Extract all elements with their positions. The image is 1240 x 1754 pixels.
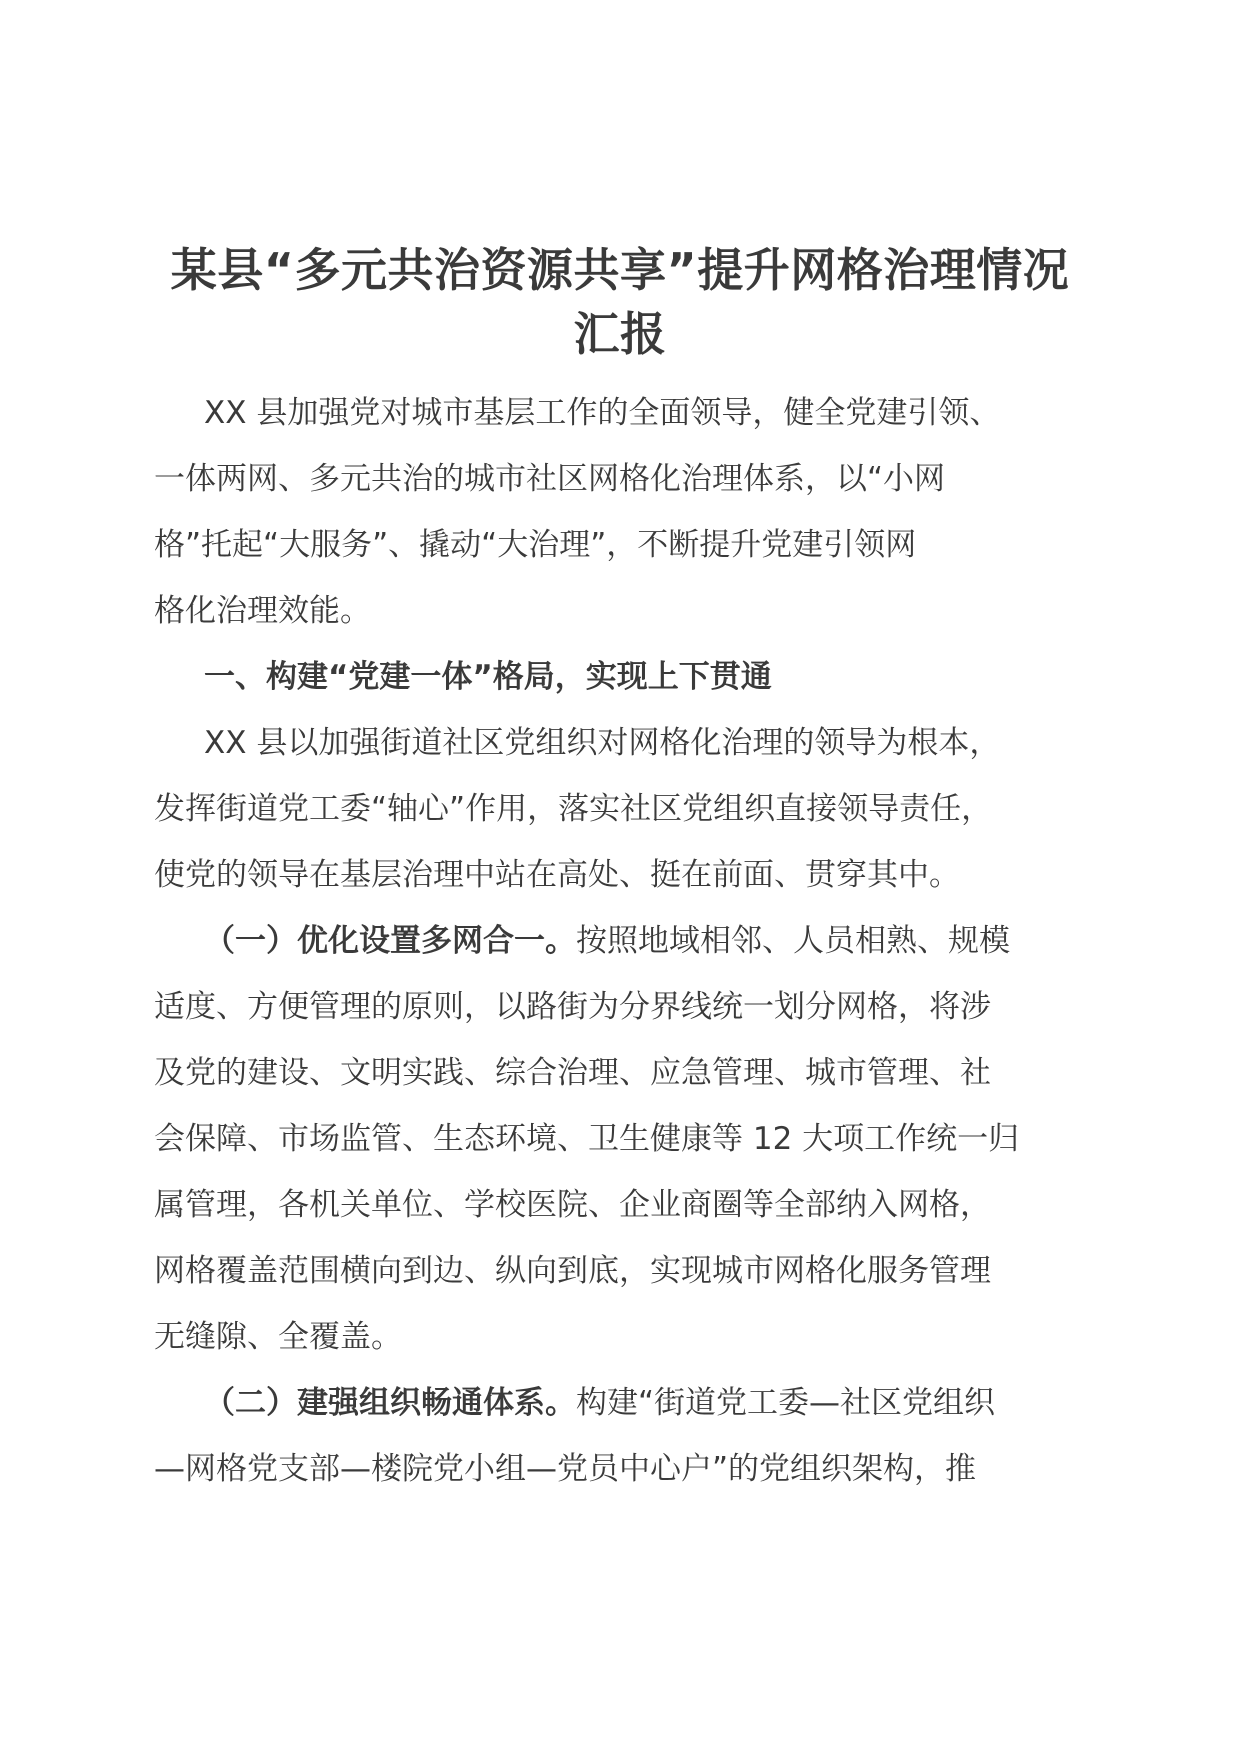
subsection-1-line: 网格覆盖范围横向到边、纵向到底，实现城市网格化服务管理	[154, 1253, 991, 1289]
document-body	[154, 380, 1084, 1502]
subsection-1-line: 会保障、市场监管、生态环境、卫生健康等 12 大项工作统一归	[154, 1121, 1020, 1157]
subsection-1-line: 及党的建设、文明实践、综合治理、应急管理、城市管理、社	[154, 1055, 991, 1091]
subsection-1-first-text: 按照地域相邻、人员相熟、规模	[576, 923, 1010, 959]
subsection-1-line: 无缝隙、全覆盖。	[154, 1319, 402, 1355]
intro-line: XX 县加强党对城市基层工作的全面领导，健全党建引领、	[204, 395, 1001, 431]
subsection-2-lead: （二）建强组织畅通体系。	[204, 1385, 576, 1421]
intro-line: 格化治理效能。	[154, 593, 371, 629]
subsection-1-line: 属管理，各机关单位、学校医院、企业商圈等全部纳入网格，	[154, 1187, 991, 1223]
subsection-1-lead: （一）优化设置多网合一。	[204, 923, 576, 959]
subsection-2-paragraph	[154, 1370, 1084, 1502]
intro-line: 格”托起“大服务”、撬动“大治理”，不断提升党建引领网	[154, 527, 917, 563]
section-1-line: 发挥街道党工委“轴心”作用，落实社区党组织直接领导责任，	[154, 791, 993, 827]
subsection-1-paragraph	[154, 908, 1084, 1370]
subsection-2-line: —网格党支部—楼院党小组—党员中心户”的党组织架构，推	[154, 1451, 977, 1487]
section-1-paragraph	[154, 710, 1084, 908]
subsection-1-line: 适度、方便管理的原则，以路街为分界线统一划分网格，将涉	[154, 989, 991, 1025]
section-1-heading: 一、构建“党建一体”格局，实现上下贯通	[204, 659, 772, 695]
subsection-2-first-text: 构建“街道党工委—社区党组织	[576, 1385, 996, 1421]
subsection-2-first-line	[154, 1370, 1084, 1436]
section-1-line: XX 县以加强街道社区党组织对网格化治理的领导为根本，	[204, 725, 1001, 761]
title-line-1: 某县“多元共治资源共享”提升网格治理情况	[170, 243, 1070, 297]
intro-line: 一体两网、多元共治的城市社区网格化治理体系，以“小网	[154, 461, 946, 497]
section-1-line: 使党的领导在基层治理中站在高处、挺在前面、贯穿其中。	[154, 857, 960, 893]
subsection-1-first-line	[154, 908, 1084, 974]
document-title	[150, 238, 1090, 366]
title-line-2: 汇报	[573, 307, 667, 361]
intro-paragraph	[154, 380, 1084, 644]
